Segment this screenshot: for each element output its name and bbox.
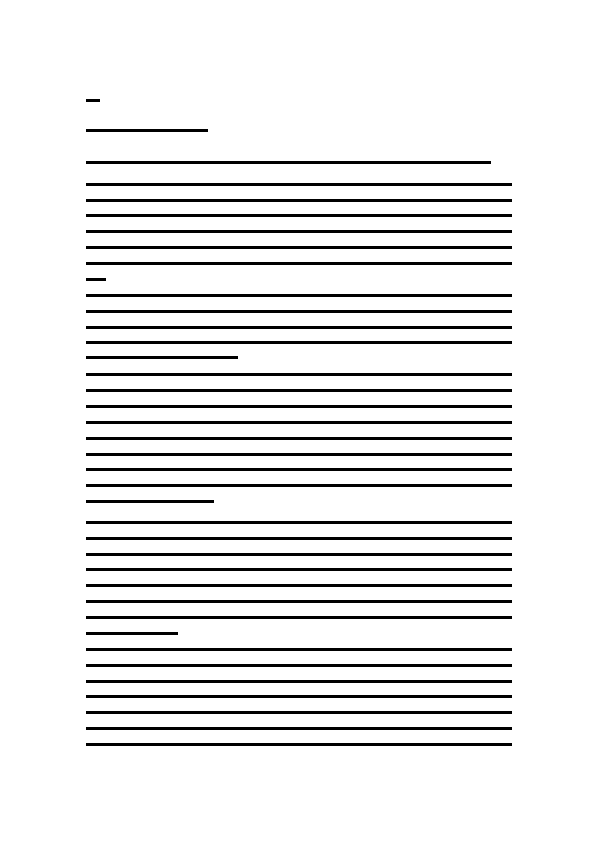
text-line xyxy=(86,278,106,281)
text-line xyxy=(86,214,512,217)
text-line xyxy=(86,584,512,587)
text-line xyxy=(86,680,512,683)
text-line xyxy=(86,521,512,524)
text-line xyxy=(86,405,512,408)
text-line xyxy=(86,421,512,424)
text-line xyxy=(86,743,512,746)
text-line xyxy=(86,161,491,164)
text-line xyxy=(86,616,512,619)
text-line xyxy=(86,537,512,540)
text-line xyxy=(86,568,512,571)
text-line xyxy=(86,341,512,344)
text-line xyxy=(86,632,178,635)
section-heading xyxy=(86,129,208,132)
text-line xyxy=(86,437,512,440)
text-line xyxy=(86,389,512,392)
text-line xyxy=(86,553,512,556)
text-line xyxy=(86,246,512,249)
text-line xyxy=(86,600,512,603)
text-line xyxy=(86,727,512,730)
text-line xyxy=(86,711,512,714)
text-line xyxy=(86,664,512,667)
text-line xyxy=(86,230,512,233)
text-line xyxy=(86,326,512,329)
page-header-mark xyxy=(86,99,100,102)
text-line xyxy=(86,500,214,503)
text-line xyxy=(86,484,512,487)
text-line xyxy=(86,468,512,471)
text-line xyxy=(86,356,238,359)
text-line xyxy=(86,199,512,202)
text-line xyxy=(86,373,512,376)
text-line xyxy=(86,695,512,698)
text-line xyxy=(86,262,512,265)
text-line xyxy=(86,453,512,456)
text-line xyxy=(86,294,512,297)
text-line xyxy=(86,310,512,313)
text-line xyxy=(86,183,512,186)
text-line xyxy=(86,648,512,651)
